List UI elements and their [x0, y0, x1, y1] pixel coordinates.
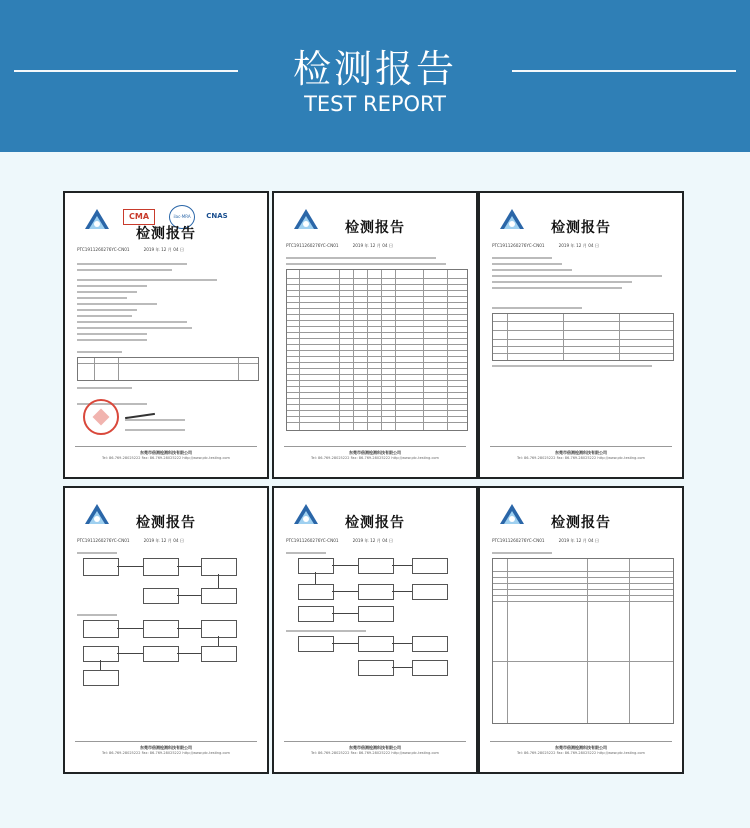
text-line: [492, 269, 572, 271]
flow-arrow: [332, 613, 358, 614]
page-footer: [75, 741, 257, 762]
report-page-3[interactable]: [478, 191, 684, 479]
results-table: [286, 269, 468, 431]
text-line: [77, 351, 122, 353]
text-line: [77, 291, 137, 293]
text-line: [492, 365, 652, 367]
report-date: 2019 年 12 月 04 日: [558, 243, 600, 248]
flow-arrow: [117, 628, 143, 629]
flow-step: [412, 584, 448, 600]
page-footer: [284, 446, 466, 467]
footer-contact: Tel: 86-769-28025222 Fax: 86-769-28025222 http://www.ptc-testing.com: [102, 751, 230, 755]
text-line: [77, 327, 192, 329]
text-line: [77, 303, 157, 305]
flow-step: [143, 588, 179, 604]
report-meta: [492, 538, 672, 544]
text-line: [492, 307, 582, 309]
banner-title-cn: 检测报告: [292, 47, 457, 91]
flow-arrow: [315, 572, 316, 584]
page-footer: [75, 446, 257, 467]
text-line: [125, 419, 185, 421]
text-line: [77, 309, 137, 311]
text-line: [77, 279, 217, 281]
text-line: [77, 269, 172, 271]
flow-arrow: [392, 667, 412, 668]
flow-arrow: [392, 565, 412, 566]
flow-arrow: [332, 591, 358, 592]
report-meta: [286, 538, 466, 544]
report-title: 检测报告: [345, 515, 405, 531]
flow-arrow: [117, 566, 143, 567]
text-line: [492, 275, 662, 277]
footer-contact: Tel: 86-769-28025222 Fax: 86-769-28025222 http://www.ptc-testing.com: [311, 751, 439, 755]
flow-arrow: [100, 660, 101, 670]
report-number: PTC1911260276YC-CN01: [77, 247, 130, 252]
header-banner: [0, 0, 750, 152]
report-date: 2019 年 12 月 04 日: [558, 538, 600, 543]
flow-step: [83, 646, 119, 662]
footer-org: 东莞市倍测检测科技有限公司: [555, 450, 607, 455]
text-line: [286, 257, 436, 259]
report-date: 2019 年 12 月 04 日: [352, 538, 394, 543]
report-number: PTC1911260276YC-CN01: [286, 243, 339, 248]
report-meta: [77, 538, 257, 544]
flow-arrow: [392, 591, 412, 592]
report-number: PTC1911260276YC-CN01: [286, 538, 339, 543]
flow-step: [143, 558, 179, 576]
text-line: [492, 263, 562, 265]
report-number: PTC1911260276YC-CN01: [492, 538, 545, 543]
flow-step: [412, 558, 448, 574]
text-line: [492, 552, 552, 554]
report-title: 检测报告: [345, 220, 405, 236]
page-footer: [490, 741, 672, 762]
report-page-5[interactable]: [272, 486, 478, 774]
flow-step: [358, 660, 394, 676]
footer-contact: Tel: 86-769-28025222 Fax: 86-769-28025222 http://www.ptc-testing.com: [517, 456, 645, 460]
flow-arrow: [177, 566, 201, 567]
footer-org: 东莞市倍测检测科技有限公司: [349, 745, 401, 750]
report-number: PTC1911260276YC-CN01: [77, 538, 130, 543]
footer-org: 东莞市倍测检测科技有限公司: [140, 745, 192, 750]
flow-step: [358, 636, 394, 652]
report-title: 检测报告: [136, 226, 196, 242]
footer-contact: Tel: 86-769-28025222 Fax: 86-769-28025222 http://www.ptc-testing.com: [102, 456, 230, 460]
text-line: [286, 552, 326, 554]
text-line: [77, 315, 132, 317]
report-date: 2019 年 12 月 04 日: [352, 243, 394, 248]
report-meta: [286, 243, 466, 249]
report-meta: [77, 247, 257, 253]
flow-step: [412, 636, 448, 652]
flow-step: [358, 584, 394, 600]
flow-step: [83, 670, 119, 686]
text-line: [77, 263, 187, 265]
footer-org: 东莞市倍测检测科技有限公司: [555, 745, 607, 750]
report-title: 检测报告: [551, 515, 611, 531]
text-line: [77, 321, 187, 323]
footer-org: 东莞市倍测检测科技有限公司: [349, 450, 401, 455]
text-line: [77, 285, 147, 287]
flow-arrow: [177, 628, 201, 629]
text-line: [492, 287, 622, 289]
text-line: [492, 257, 552, 259]
flow-step: [412, 660, 448, 676]
flow-step: [298, 606, 334, 622]
report-title: 检测报告: [136, 515, 196, 531]
text-line: [77, 339, 147, 341]
report-page-1[interactable]: [63, 191, 269, 479]
flow-step: [83, 558, 119, 576]
flow-step: [358, 606, 394, 622]
page-footer: [490, 446, 672, 467]
summary-table: [77, 357, 259, 381]
report-gallery: [0, 152, 750, 828]
text-line: [492, 281, 632, 283]
text-line: [77, 552, 117, 554]
report-date: 2019 年 12 月 04 日: [143, 538, 185, 543]
report-number: PTC1911260276YC-CN01: [492, 243, 545, 248]
flow-arrow: [218, 636, 219, 646]
text-line: [77, 297, 127, 299]
text-line: [286, 263, 446, 265]
report-title: 检测报告: [551, 220, 611, 236]
report-date: 2019 年 12 月 04 日: [143, 247, 185, 252]
page-footer: [284, 741, 466, 762]
report-page-2[interactable]: [272, 191, 478, 479]
text-line: [77, 387, 132, 389]
flow-step: [201, 558, 237, 576]
banner-title-en: TEST REPORT: [304, 92, 446, 116]
text-line: [77, 333, 147, 335]
ilac-mark: ilac-MRA: [169, 205, 195, 229]
text-line: [77, 614, 117, 616]
flow-step: [298, 558, 334, 574]
flow-arrow: [177, 595, 201, 596]
footer-contact: Tel: 86-769-28025222 Fax: 86-769-28025222 http://www.ptc-testing.com: [311, 456, 439, 460]
flow-arrow: [218, 574, 219, 588]
flow-arrow: [332, 565, 358, 566]
flow-step: [298, 584, 334, 600]
flow-step: [83, 620, 119, 638]
flow-step: [143, 620, 179, 638]
flow-step: [358, 558, 394, 574]
flow-step: [298, 636, 334, 652]
flow-arrow: [332, 643, 358, 644]
text-line: [125, 429, 185, 431]
report-meta: [492, 243, 672, 249]
report-page-6[interactable]: [478, 486, 684, 774]
text-line: [286, 630, 366, 632]
method-table: [492, 313, 674, 361]
flow-step: [201, 646, 237, 662]
cma-mark: CMA: [123, 209, 155, 225]
flow-arrow: [392, 643, 412, 644]
official-seal: [83, 399, 119, 435]
flow-arrow: [117, 653, 143, 654]
flow-step: [201, 588, 237, 604]
flow-step: [201, 620, 237, 638]
flow-step: [143, 646, 179, 662]
limits-table: [492, 558, 674, 724]
cnas-mark: CNAS: [206, 212, 228, 220]
footer-contact: Tel: 86-769-28025222 Fax: 86-769-28025222 http://www.ptc-testing.com: [517, 751, 645, 755]
flow-arrow: [177, 653, 201, 654]
footer-org: 东莞市倍测检测科技有限公司: [140, 450, 192, 455]
report-page-4[interactable]: [63, 486, 269, 774]
